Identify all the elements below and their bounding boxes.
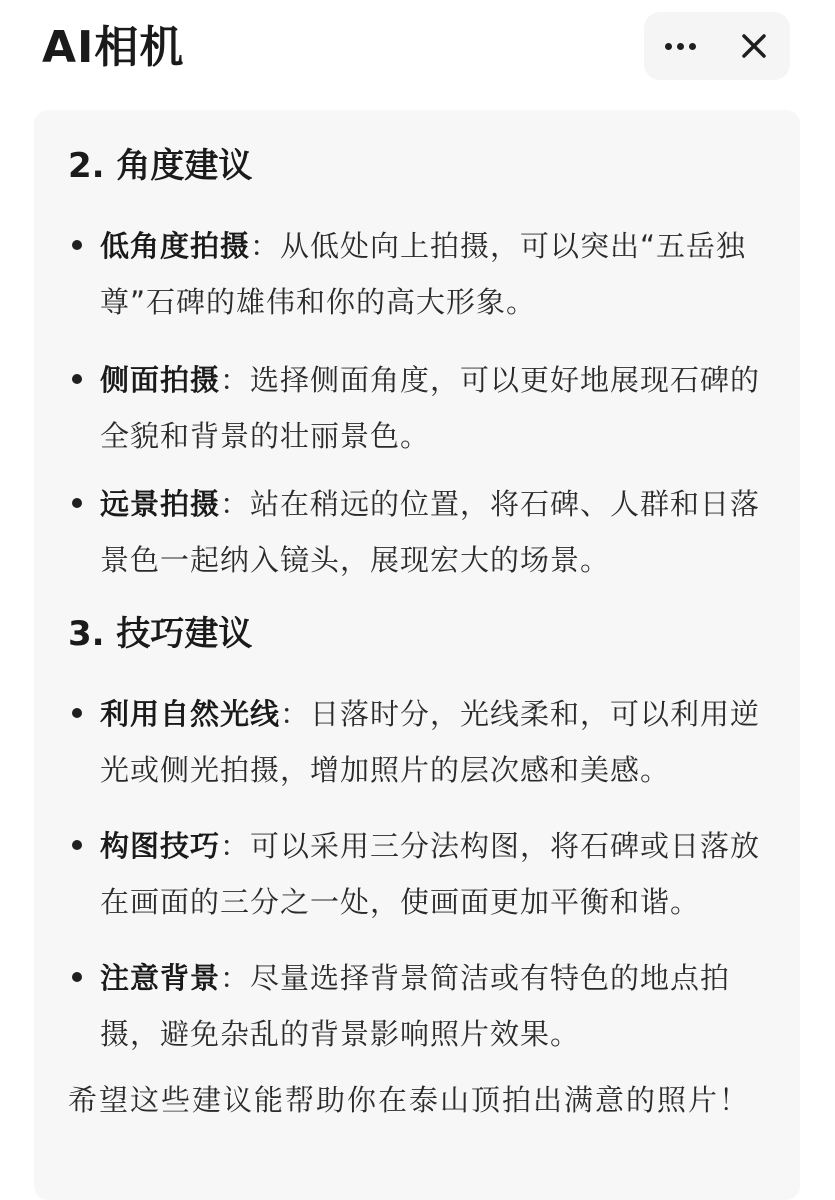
list-item-label: 构图技巧 [100, 829, 221, 863]
app-header [0, 0, 835, 100]
list-item-text: 利用自然光线：日落时分，光线柔和，可以利用逆光或侧光拍摄，增加照片的层次感和美感。 [100, 697, 761, 787]
list-item-text: 远景拍摄：站在稍远的位置，将石碑、人群和日落景色一起纳入镜头，展现宏大的场景。 [100, 487, 761, 577]
bullet-icon [72, 840, 82, 850]
list-item-label: 注意背景 [100, 961, 221, 995]
list-item-body: 可以采用三分法构图，将石碑或日落放在画面的三分之一处，使画面更加平衡和谐。 [100, 829, 761, 919]
list-item-body: 站在稍远的位置，将石碑、人群和日落景色一起纳入镜头，展现宏大的场景。 [100, 487, 761, 577]
list-item-text: 构图技巧：可以采用三分法构图，将石碑或日落放在画面的三分之一处，使画面更加平衡和谐。 [100, 829, 761, 919]
list-item-body: 选择侧面角度，可以更好地展现石碑的全貌和背景的壮丽景色。 [100, 363, 761, 453]
more-button[interactable] [658, 26, 702, 66]
list-item-label: 利用自然光线 [100, 697, 281, 731]
bullet-icon [72, 240, 82, 250]
list-item-text: 低角度拍摄：从低处向上拍摄，可以突出“五岳独尊”石碑的雄伟和你的高大形象。 [100, 229, 747, 319]
close-icon [732, 26, 776, 66]
list-item-label: 低角度拍摄 [100, 229, 251, 263]
list-item-text: 侧面拍摄：选择侧面角度，可以更好地展现石碑的全貌和背景的壮丽景色。 [100, 363, 761, 453]
message-card [34, 110, 800, 1200]
list-item-body: 日落时分，光线柔和，可以利用逆光或侧光拍摄，增加照片的层次感和美感。 [100, 697, 761, 787]
list-item-body: 尽量选择背景简洁或有特色的地点拍摄，避免杂乱的背景影响照片效果。 [100, 961, 731, 1051]
bullet-icon [72, 498, 82, 508]
list-item-body: 从低处向上拍摄，可以突出“五岳独尊”石碑的雄伟和你的高大形象。 [100, 229, 747, 319]
bullet-icon [72, 708, 82, 718]
header-actions [644, 12, 790, 80]
app-title: AI相机 [42, 22, 185, 73]
list-item-label: 远景拍摄 [100, 487, 221, 521]
close-button[interactable] [732, 26, 776, 66]
section-heading-technique: 3. 技巧建议 [68, 614, 253, 654]
more-horizontal-icon [665, 43, 696, 50]
bullet-icon [72, 374, 82, 384]
bullet-icon [72, 972, 82, 982]
list-item-label: 侧面拍摄 [100, 363, 221, 397]
closing-text: 希望这些建议能帮助你在泰山顶拍出满意的照片！ [68, 1083, 751, 1117]
list-item-text: 注意背景：尽量选择背景简洁或有特色的地点拍摄，避免杂乱的背景影响照片效果。 [100, 961, 731, 1051]
section-heading-angle: 2. 角度建议 [68, 146, 253, 186]
